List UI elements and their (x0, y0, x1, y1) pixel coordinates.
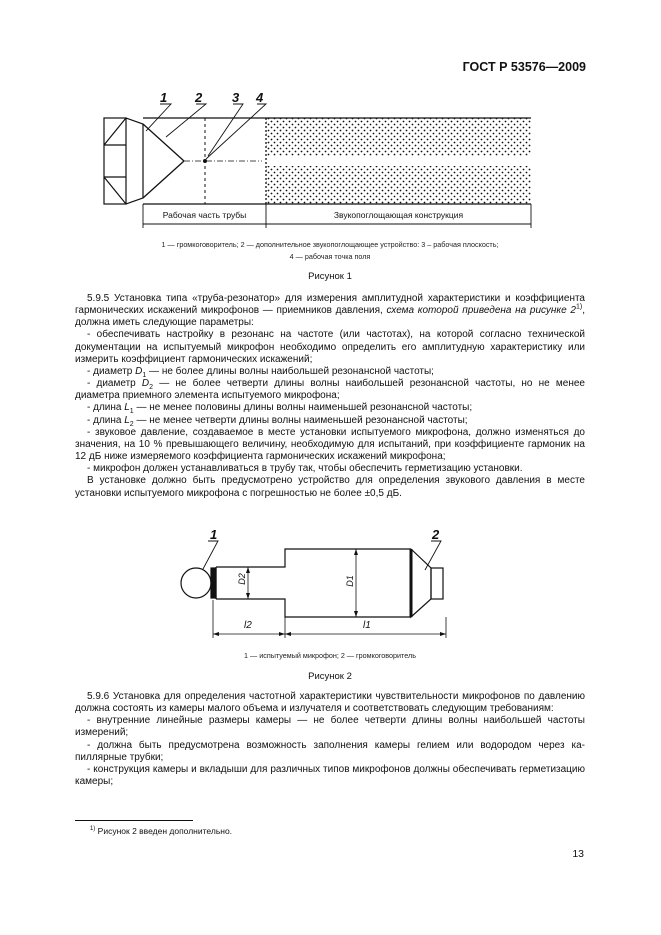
page-number: 13 (572, 848, 584, 860)
fig1-tube (143, 118, 531, 204)
section-595-item: - обеспечивать настройку в резонанс на частоте (или частотах), на которой согласно технической документации на испытуемый микрофон необходимо определить его амплитудную характеристику или измерить коэффициент гармонических искажений; (75, 329, 585, 365)
section-595-item: - длина $L_1$ — не менее половины длины волны наименьшей резонансной частоты; (87, 402, 473, 416)
section-596-item: - внутренние линейные размеры камеры — не более четверти длины волны наибольшей частоты измерений; (75, 715, 585, 739)
fig1-dim-working-part: Рабочая часть трубы (162, 210, 247, 220)
fig1-leaders (146, 104, 266, 159)
fig2-label-1: 1 (210, 527, 218, 542)
section-595-item: - длина $L_2$ — не менее четверти длины волны наименьшей резонансной частоты; (87, 414, 468, 428)
fig1-caption-1: 1 — громкоговоритель; 2 — дополнительное звукопоглощающее устройство: 3 – рабочая плоскость; (161, 240, 499, 249)
fig2-caption: 1 — испытуемый микрофон; 2 — громкоговоритель (244, 651, 416, 660)
section-595-intro: 5.9.5 Установка типа «труба-резонатор» для измерения амплитудной характеристики и коэффициента гармонических искажений микрофонов — приемников давления, схема которой приведена на рисунке 2$^{1)}$, должна иметь следующие параметры: (75, 293, 585, 329)
fig1-caption-2: 4 — рабочая точка поля (289, 252, 371, 261)
section-595-item: - диаметр $D_2$ — не более четверти длины волны наибольшей резонансной частоты, но не менее диаметра приемного элемента испытуемого микрофона; (75, 378, 585, 402)
fig2-dim-l2: l2 (244, 620, 252, 631)
fig2-dim-l1: l1 (363, 620, 371, 631)
section-596 (75, 691, 585, 788)
section-596-item: - конструкция камеры и вкладыши для различных типов микрофонов должны обеспечивать герметизацию камеры; (75, 763, 585, 788)
section-595-closing: В установке должно быть предусмотрено устройство для определения звукового давления в месте установки испытуемого микрофона с погрешностью не более ±0,5 дБ. (75, 475, 585, 499)
section-595-item: - звуковое давление, создаваемое в месте установки испытуемого микрофона, должно изменяться до значения, на 10 % превышающего величину, необходимую для испытаний, при коэффициенте гармоник на 12 дБ ниже измеряемого коэффициента гармонических искажений микрофона; (75, 426, 585, 463)
fig1-dim-absorber: Звукопоглощающая конструкция (333, 210, 464, 220)
fig1-label-2: 2 (195, 90, 203, 105)
fig2-dim-d2: D2 (236, 573, 247, 585)
footnote-mark: 1) (90, 826, 96, 833)
footnote-text: Рисунок 2 введен дополнительно. (97, 826, 233, 836)
section-596-intro: 5.9.6 Установка для определения частотной характеристики чувствительности микрофонов по давлению должна состоять из камеры малого объема и излучателя и соответствовать следующим требованиям: (75, 691, 585, 715)
fig1-label-1: 1 (160, 90, 168, 105)
section-595-item: - диаметр $D_1$ — не более длины волны наибольшей резонансной частоты; (87, 365, 434, 379)
fig2-label-2: 2 (432, 527, 440, 542)
section-596-item: - должна быть предусмотрена возможность заполнения камеры гелием или водородом через капиллярные трубки; (75, 739, 585, 763)
standard-header: ГОСТ Р 53576—2009 (462, 60, 586, 74)
section-595-item: - микрофон должен устанавливаться в трубу так, чтобы обеспечить герметизацию установки. (87, 463, 523, 475)
fig1-title: Рисунок 1 (308, 271, 352, 282)
fig1-label-3: 3 (232, 90, 240, 105)
fig1-loudspeaker (104, 118, 143, 204)
footnote (90, 826, 232, 836)
fig2-title: Рисунок 2 (308, 671, 352, 682)
fig2-dim-d1: D1 (344, 575, 355, 587)
footnote-rule (75, 820, 193, 821)
section-595 (75, 293, 585, 500)
fig1-label-4: 4 (256, 90, 264, 105)
